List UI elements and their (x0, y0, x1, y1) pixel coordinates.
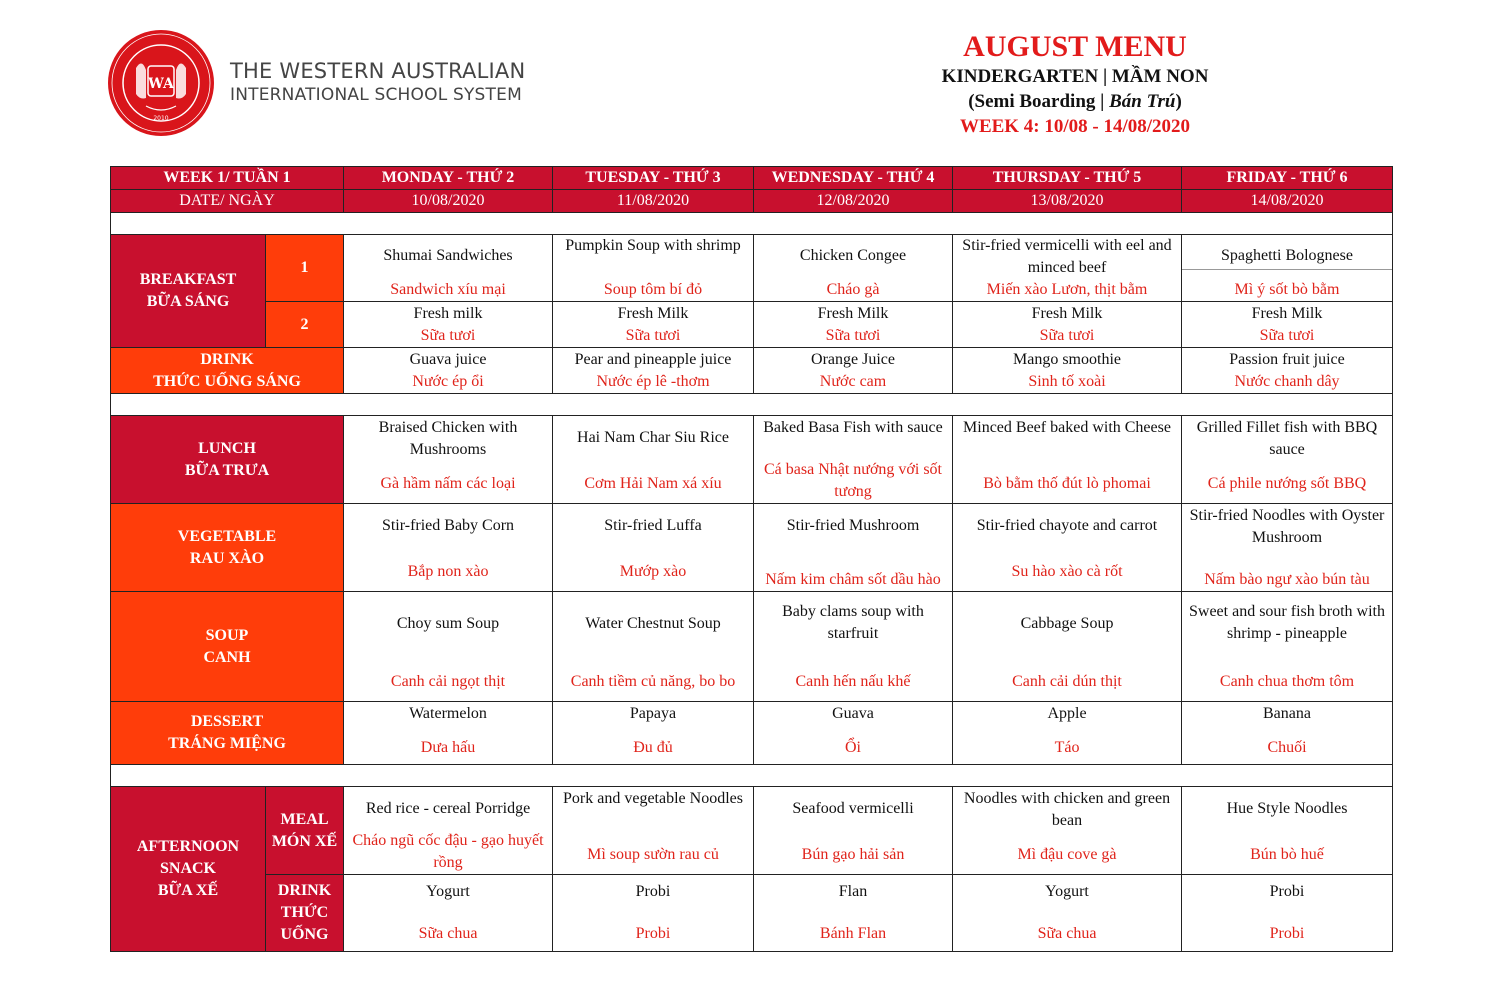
vegetable-row (111, 504, 1393, 592)
menu-cell: Papaya Đu đủ (553, 702, 754, 765)
menu-cell: Stir-fried Luffa Mướp xào (553, 504, 754, 592)
menu-subtitle-boarding: (Semi Boarding | Bán Trú) (968, 91, 1182, 112)
lunch-label: LUNCH BỮA TRƯA (111, 416, 344, 504)
menu-cell: Sweet and sour fish broth with shrimp - pineapple Canh chua thơm tôm (1182, 592, 1393, 702)
school-name-line2: INTERNATIONAL SCHOOL SYSTEM (230, 85, 522, 105)
menu-cell: Passion fruit juice Nước chanh dây (1182, 348, 1393, 394)
drink-label: DRINK THỨC UỐNG SÁNG (111, 348, 344, 394)
school-seal-logo (106, 28, 216, 138)
lunch-row (111, 416, 1393, 504)
afternoon-meal-row (111, 787, 1393, 875)
menu-cell: Seafood vermicelli Bún gạo hải sản (754, 787, 953, 875)
date-cell: 10/08/2020 (344, 190, 553, 213)
menu-cell: Fresh milk Sữa tươi (344, 302, 553, 348)
menu-cell: Orange Juice Nước cam (754, 348, 953, 394)
menu-cell: Choy sum Soup Canh cải ngọt thịt (344, 592, 553, 702)
menu-cell: Watermelon Dưa hấu (344, 702, 553, 765)
day-header: WEDNESDAY - THỨ 4 (754, 167, 953, 190)
day-header: FRIDAY - THỨ 6 (1182, 167, 1393, 190)
menu-cell: Flan Bánh Flan (754, 875, 953, 952)
dessert-label: DESSERT TRÁNG MIỆNG (111, 702, 344, 765)
menu-cell: Baby clams soup with starfruit Canh hến nấu khế (754, 592, 953, 702)
menu-cell: Cabbage Soup Canh cải dún thịt (953, 592, 1182, 702)
menu-cell: Hai Nam Char Siu Rice Cơm Hải Nam xá xíu (553, 416, 754, 504)
afternoon-drink-label: DRINK THỨC UỐNG (266, 875, 344, 952)
menu-cell: Mango smoothie Sinh tố xoài (953, 348, 1182, 394)
menu-cell: Probi Probi (1182, 875, 1393, 952)
date-cell: 14/08/2020 (1182, 190, 1393, 213)
menu-title: AUGUST MENU (963, 30, 1187, 63)
menu-cell: Stir-fried vermicelli with eel and minced beef Miến xào Lươn, thịt bằm (953, 235, 1182, 302)
menu-cell: Fresh Milk Sữa tươi (1182, 302, 1393, 348)
menu-cell: Minced Beef baked with Cheese Bò bằm thố đút lò phomai (953, 416, 1182, 504)
menu-cell: Shumai Sandwiches Sandwich xíu mại (344, 235, 553, 302)
menu-cell: Stir-fried Noodles with Oyster Mushroom Nấm bào ngư xào bún tàu (1182, 504, 1393, 592)
menu-cell: Red rice - cereal Porridge Cháo ngũ cốc đậu - gạo huyết rồng (344, 787, 553, 875)
date-cell: 13/08/2020 (953, 190, 1182, 213)
menu-cell: Pork and vegetable Noodles Mì soup sườn rau củ (553, 787, 754, 875)
menu-table (110, 166, 1393, 952)
menu-cell: Fresh Milk Sữa tươi (754, 302, 953, 348)
week-label: WEEK 1/ TUẦN 1 (111, 167, 344, 190)
menu-week-range: WEEK 4: 10/08 - 14/08/2020 (959, 116, 1191, 137)
menu-cell: Probi Probi (553, 875, 754, 952)
menu-cell: Banana Chuối (1182, 702, 1393, 765)
menu-cell: Fresh Milk Sữa tươi (953, 302, 1182, 348)
menu-cell: Water Chestnut Soup Canh tiềm củ năng, bo bo (553, 592, 754, 702)
afternoon-drink-row (111, 875, 1393, 952)
menu-cell: Grilled Fillet fish with BBQ sauce Cá phile nướng sốt BBQ (1182, 416, 1393, 504)
menu-cell: Pumpkin Soup with shrimp Soup tôm bí đỏ (553, 235, 754, 302)
spacer-row (111, 213, 1393, 235)
menu-cell: Guava Ổi (754, 702, 953, 765)
day-header: TUESDAY - THỨ 3 (553, 167, 754, 190)
vegetable-label: VEGETABLE RAU XÀO (111, 504, 344, 592)
breakfast-row-2 (111, 302, 1393, 348)
menu-cell: Stir-fried Baby Corn Bắp non xào (344, 504, 553, 592)
soup-label: SOUP CANH (111, 592, 344, 702)
breakfast-row-1 (111, 235, 1393, 302)
menu-cell: Hue Style Noodles Bún bò huế (1182, 787, 1393, 875)
menu-header (880, 30, 1270, 140)
menu-cell: Apple Táo (953, 702, 1182, 765)
menu-cell: Braised Chicken with Mushrooms Gà hầm nấm các loại (344, 416, 553, 504)
drink-row (111, 348, 1393, 394)
school-name (230, 58, 525, 106)
afternoon-snack-label: AFTERNOON SNACK BỮA XẾ (111, 787, 266, 952)
date-row (111, 190, 1393, 213)
school-name-line1: THE WESTERN AUSTRALIAN (230, 59, 526, 83)
menu-cell: Yogurt Sữa chua (344, 875, 553, 952)
seal-monogram: WA (148, 76, 174, 92)
breakfast-label: BREAKFAST BỮA SÁNG (111, 235, 266, 348)
menu-cell: Chicken Congee Cháo gà (754, 235, 953, 302)
menu-cell: Guava juice Nước ép ổi (344, 348, 553, 394)
day-header: MONDAY - THỨ 2 (344, 167, 553, 190)
breakfast-sub-1: 1 (266, 235, 344, 302)
day-header: THURSDAY - THỨ 5 (953, 167, 1182, 190)
date-cell: 12/08/2020 (754, 190, 953, 213)
menu-cell: Pear and pineapple juice Nước ép lê -thơm (553, 348, 754, 394)
seal-year: 2010 (153, 115, 169, 122)
afternoon-meal-label: MEAL MÓN XẾ (266, 787, 344, 875)
date-cell: 11/08/2020 (553, 190, 754, 213)
spacer-row (111, 765, 1393, 787)
day-header-row (111, 167, 1393, 190)
spacer-row (111, 394, 1393, 416)
menu-subtitle-level: KINDERGARTEN | MẦM NON (941, 66, 1209, 87)
menu-cell: Stir-fried chayote and carrot Su hào xào cà rốt (953, 504, 1182, 592)
menu-cell: Fresh Milk Sữa tươi (553, 302, 754, 348)
breakfast-sub-2: 2 (266, 302, 344, 348)
menu-cell: Yogurt Sữa chua (953, 875, 1182, 952)
menu-cell: Spaghetti Bolognese Mì ý sốt bò bằm (1182, 235, 1393, 302)
soup-row (111, 592, 1393, 702)
menu-cell: Stir-fried Mushroom Nấm kim châm sốt dầu hào (754, 504, 953, 592)
menu-cell: Baked Basa Fish with sauce Cá basa Nhật nướng với sốt tương (754, 416, 953, 504)
menu-cell: Noodles with chicken and green bean Mì đậu cove gà (953, 787, 1182, 875)
dessert-row (111, 702, 1393, 765)
date-label: DATE/ NGÀY (111, 190, 344, 213)
